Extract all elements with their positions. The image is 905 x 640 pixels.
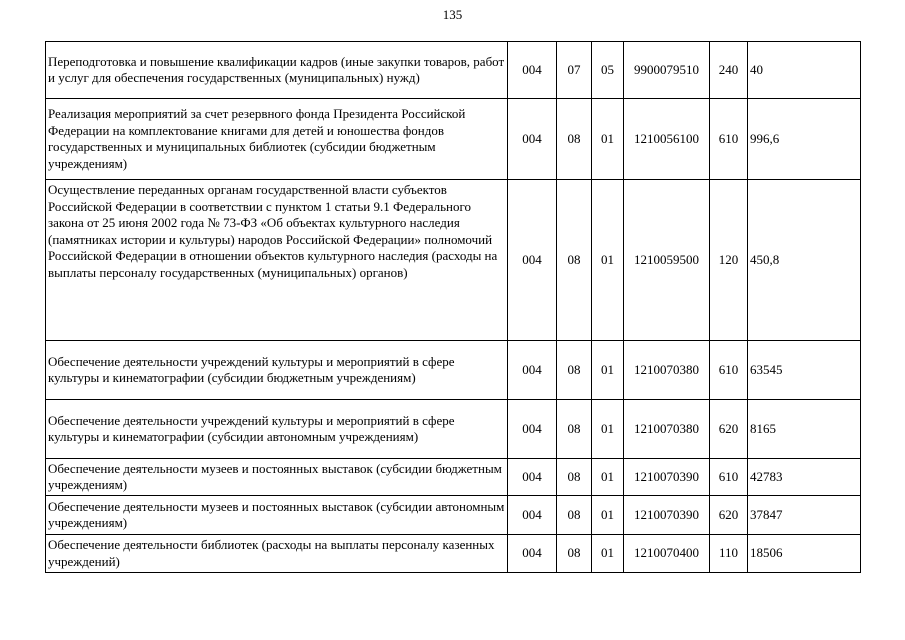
section-code: 08 (557, 459, 592, 496)
page-number: 135 (442, 7, 463, 22)
target-article-code: 1210070380 (624, 400, 710, 459)
amount: 8165 (748, 400, 861, 459)
subsection-code: 01 (592, 341, 624, 400)
expense-type-code: 110 (710, 535, 748, 573)
expense-type-code: 610 (710, 341, 748, 400)
table-row (46, 180, 861, 341)
row-description: Реализация мероприятий за счет резервного фонда Президента Российской Федерации на комплектование книгами для детей и юношества фондов государственных и муниципальных библиотек (субсидии бюджетным учреждениям) (46, 99, 508, 180)
row-description: Обеспечение деятельности учреждений культуры и мероприятий в сфере культуры и кинематографии (субсидии автономным учреждениям) (46, 400, 508, 459)
ministry-code: 004 (508, 535, 557, 573)
ministry-code: 004 (508, 180, 557, 341)
table-row (46, 341, 861, 400)
amount: 63545 (748, 341, 861, 400)
expense-type-code: 240 (710, 42, 748, 99)
expense-type-code: 610 (710, 459, 748, 496)
section-code: 08 (557, 180, 592, 341)
amount: 37847 (748, 496, 861, 535)
target-article-code: 1210056100 (624, 99, 710, 180)
target-article-code: 1210070390 (624, 459, 710, 496)
amount: 18506 (748, 535, 861, 573)
subsection-code: 01 (592, 99, 624, 180)
row-description: Обеспечение деятельности учреждений культуры и мероприятий в сфере культуры и кинематографии (субсидии бюджетным учреждениям) (46, 341, 508, 400)
ministry-code: 004 (508, 496, 557, 535)
amount: 450,8 (748, 180, 861, 341)
table-row (46, 459, 861, 496)
section-code: 07 (557, 42, 592, 99)
section-code: 08 (557, 99, 592, 180)
table-row (46, 42, 861, 99)
ministry-code: 004 (508, 341, 557, 400)
row-description: Осуществление переданных органам государственной власти субъектов Российской Федерации в соответствии с пунктом 1 статьи 9.1 Федерального закона от 25 июня 2002 года № 73-ФЗ «Об объектах культурного наследия (памятниках истории и культуры) народов Российской Федерации» полномочий Российской Федерации в отношении объектов культурного наследия (расходы на выплаты персоналу государственных (муниципальных) органов) (46, 180, 508, 341)
subsection-code: 05 (592, 42, 624, 99)
expense-type-code: 120 (710, 180, 748, 341)
ministry-code: 004 (508, 459, 557, 496)
table-row (46, 535, 861, 573)
section-code: 08 (557, 400, 592, 459)
target-article-code: 1210070380 (624, 341, 710, 400)
target-article-code: 1210070390 (624, 496, 710, 535)
target-article-code: 1210059500 (624, 180, 710, 341)
expense-type-code: 620 (710, 400, 748, 459)
expense-type-code: 610 (710, 99, 748, 180)
section-code: 08 (557, 496, 592, 535)
target-article-code: 1210070400 (624, 535, 710, 573)
table-row (46, 400, 861, 459)
amount: 40 (748, 42, 861, 99)
amount: 42783 (748, 459, 861, 496)
subsection-code: 01 (592, 496, 624, 535)
subsection-code: 01 (592, 535, 624, 573)
row-description: Обеспечение деятельности музеев и постоянных выставок (субсидии автономным учреждениям) (46, 496, 508, 535)
budget-table (45, 41, 861, 573)
table-row (46, 496, 861, 535)
section-code: 08 (557, 535, 592, 573)
row-description: Обеспечение деятельности музеев и постоянных выставок (субсидии бюджетным учреждениям) (46, 459, 508, 496)
table-row (46, 99, 861, 180)
row-description: Переподготовка и повышение квалификации кадров (иные закупки товаров, работ и услуг для обеспечения государственных (муниципальных) нужд) (46, 42, 508, 99)
ministry-code: 004 (508, 42, 557, 99)
ministry-code: 004 (508, 99, 557, 180)
subsection-code: 01 (592, 180, 624, 341)
subsection-code: 01 (592, 459, 624, 496)
target-article-code: 9900079510 (624, 42, 710, 99)
subsection-code: 01 (592, 400, 624, 459)
section-code: 08 (557, 341, 592, 400)
ministry-code: 004 (508, 400, 557, 459)
row-description: Обеспечение деятельности библиотек (расходы на выплаты персоналу казенных учреждений) (46, 535, 508, 573)
amount: 996,6 (748, 99, 861, 180)
expense-type-code: 620 (710, 496, 748, 535)
